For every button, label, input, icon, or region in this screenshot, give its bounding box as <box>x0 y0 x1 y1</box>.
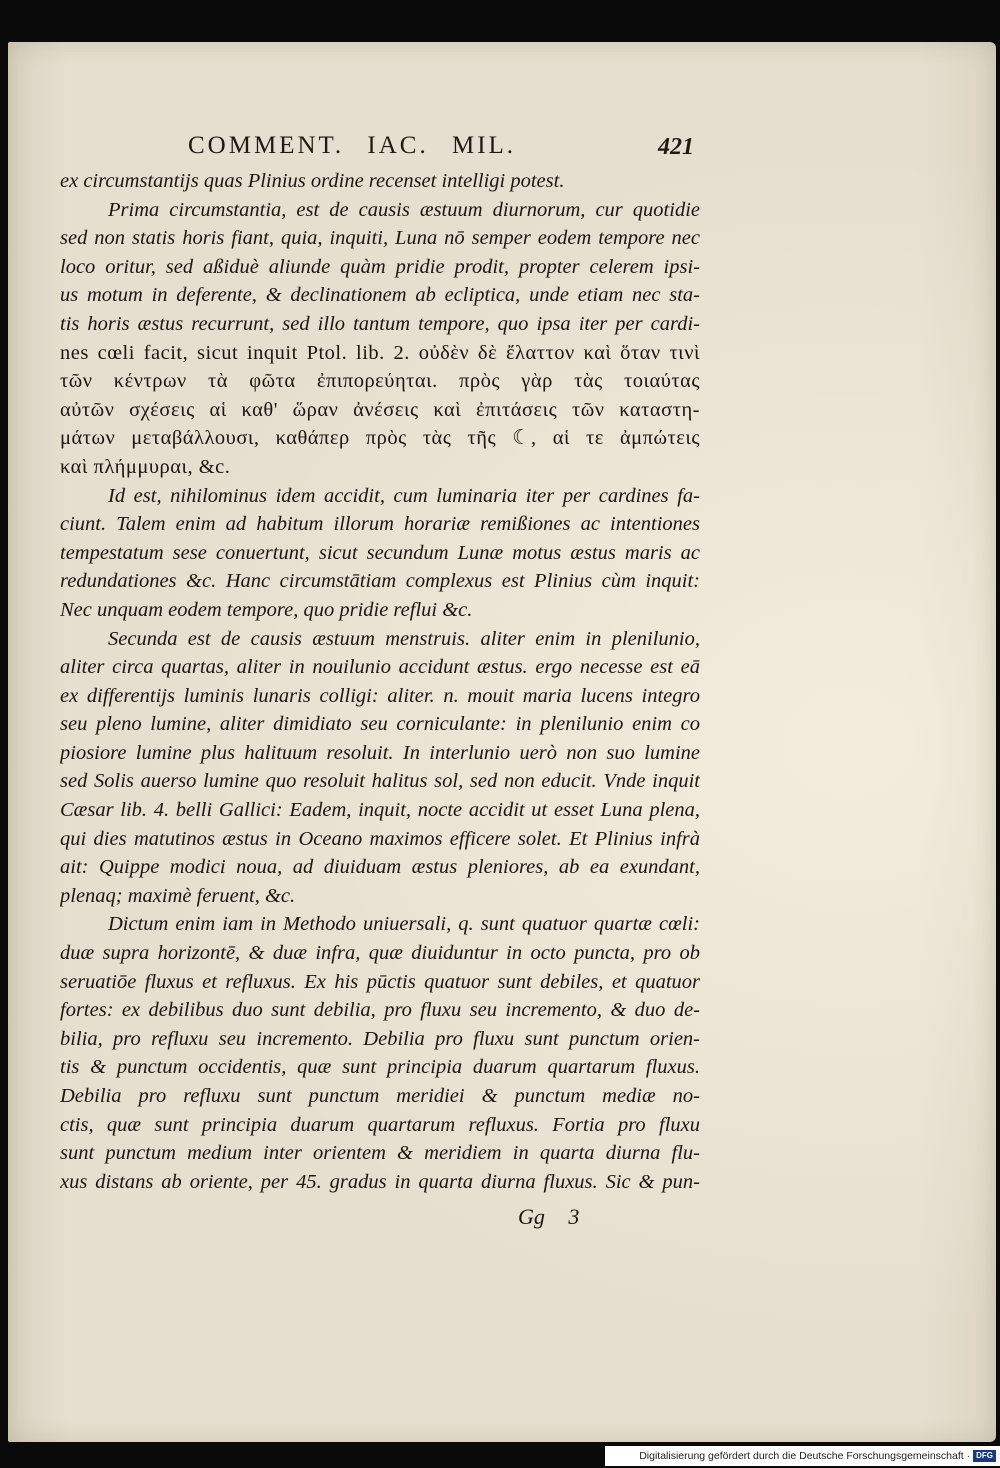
text-line: μάτων μεταβάλλουσι, καθάπερ πρὸς τὰς τῆς ☾, αἱ τε ἀμπώτεις <box>60 427 700 450</box>
text-line: Dictum enim iam in Methodo uniuersali, q. sunt quatuor quartæ cœli: <box>108 913 700 936</box>
text-line: qui dies matutinos æstus in Oceano maximos efficere solet. Et Plinius infrà <box>60 827 700 850</box>
text-line: aliter circa quartas, aliter in nouilunio accidunt æstus. ergo necesse est eā <box>60 656 700 679</box>
text-line: seu pleno lumine, aliter dimidiato seu corniculante: in plenilunio enim co <box>60 713 700 736</box>
text-line: ex differentijs luminis lunaris colligi: aliter. n. mouit maria lucens integro <box>60 684 700 707</box>
text-line: τῶν κέντρων τὰ φῶτα ἐπιπορεύηται. πρὸς γὰρ τὰς τοιαύτας <box>60 370 700 393</box>
text-line: fortes: ex debilibus duo sunt debilia, pro fluxu seu incremento, & duo de- <box>60 999 700 1022</box>
text-line: sed non statis horis fiant, quia, inquiti, Luna nō semper eodem tempore nec <box>60 227 700 250</box>
text-line: Id est, nihilominus idem accidit, cum luminaria iter per cardines fa- <box>108 484 700 507</box>
running-title: COMMENT. IAC. MIL. <box>188 132 517 159</box>
text-line: Prima circumstantia, est de causis æstuum diurnorum, cur quotidie <box>108 198 700 221</box>
text-line: redundationes &c. Hanc circumstātiam complexus est Plinius cùm inquit: <box>60 570 700 593</box>
text-line: tempestatum sese conuertunt, sicut secundum Lunæ motus æstus maris ac <box>60 541 700 564</box>
text-line: Nec unquam eodem tempore, quo pridie reflui &c. <box>60 598 473 621</box>
text-line: tis & punctum occidentis, quæ sunt principia duarum quartarum fluxus. <box>60 1056 700 1079</box>
signature-mark: Gg 3 <box>518 1204 580 1229</box>
text-line: ctis, quæ sunt principia duarum quartarum refluxus. Fortia pro fluxu <box>60 1113 700 1136</box>
text-line: piosiore lumine plus halituum resoluit. In interlunio uerò non suo lumine <box>60 741 700 764</box>
text-line: ciunt. Talem enim ad habitum illorum horariæ remißiones ac intentiones <box>60 513 700 536</box>
body-text <box>60 167 700 1196</box>
dfg-logo: DFG <box>973 1450 996 1462</box>
text-line: Cæsar lib. 4. belli Gallici: Eadem, inquit, nocte accidit ut esset Luna plena, <box>60 799 700 822</box>
text-line: Debilia pro refluxu sunt punctum meridiei & punctum mediæ no- <box>60 1085 700 1107</box>
text-line: tis horis æstus recurrunt, sed illo tantum tempore, quo ipsa iter per cardi- <box>60 312 700 335</box>
text-line: plenaq; maximè feruent, &c. <box>60 884 296 907</box>
text-line: sunt punctum medium inter orientem & meridiem in quarta diurna flu- <box>60 1142 700 1165</box>
credit-text: Digitalisierung gefördert durch die Deutsche Forschungsgemeinschaft · <box>639 1450 971 1462</box>
book-page <box>8 42 996 1442</box>
text-line: us motum in deferente, & declinationem ab ecliptica, unde etiam nec sta- <box>60 284 700 307</box>
text-line: Secunda est de causis æstuum menstruis. aliter enim in plenilunio, <box>108 627 700 650</box>
text-line: seruatiōe fluxus et refluxus. Ex his pūctis quatuor sunt debiles, et quatuor <box>60 970 700 993</box>
digitization-credit <box>605 1446 1000 1466</box>
text-line: αὐτῶν σχέσεις αἱ καθ' ὥραν ἀνέσεις καὶ ἐπιτάσεις τῶν καταστη- <box>60 398 700 421</box>
text-line: duæ supra horizontē, & duæ infra, quæ diuiduntur in octo puncta, pro ob <box>60 942 700 965</box>
text-line: ex circumstantijs quas Plinius ordine recenset intelligi potest. <box>60 170 565 192</box>
text-line: nes cœli facit, sicut inquit Ptol. lib. 2. οὐδὲν δὲ ἔλαττον καὶ ὅταν τινὶ <box>60 341 700 364</box>
text-line: sed Solis auerso lumine quo resoluit halitus sol, sed non educit. Vnde inquit <box>60 770 700 793</box>
text-line: bilia, pro refluxu seu incremento. Debilia pro fluxu sunt punctum orien- <box>60 1027 700 1050</box>
text-line: loco oritur, sed aßiduè aliunde quàm pridie prodit, propter celerem ipsi- <box>60 255 700 278</box>
text-line: xus distans ab oriente, per 45. gradus in quarta diurna fluxus. Sic & pun- <box>60 1170 700 1193</box>
text-line: καὶ πλήμμυραι, &c. <box>60 455 231 478</box>
page-number: 421 <box>658 134 694 160</box>
text-line: ait: Quippe modici noua, ad diuiduam æstus pleniores, ab ea exundant, <box>60 856 700 879</box>
